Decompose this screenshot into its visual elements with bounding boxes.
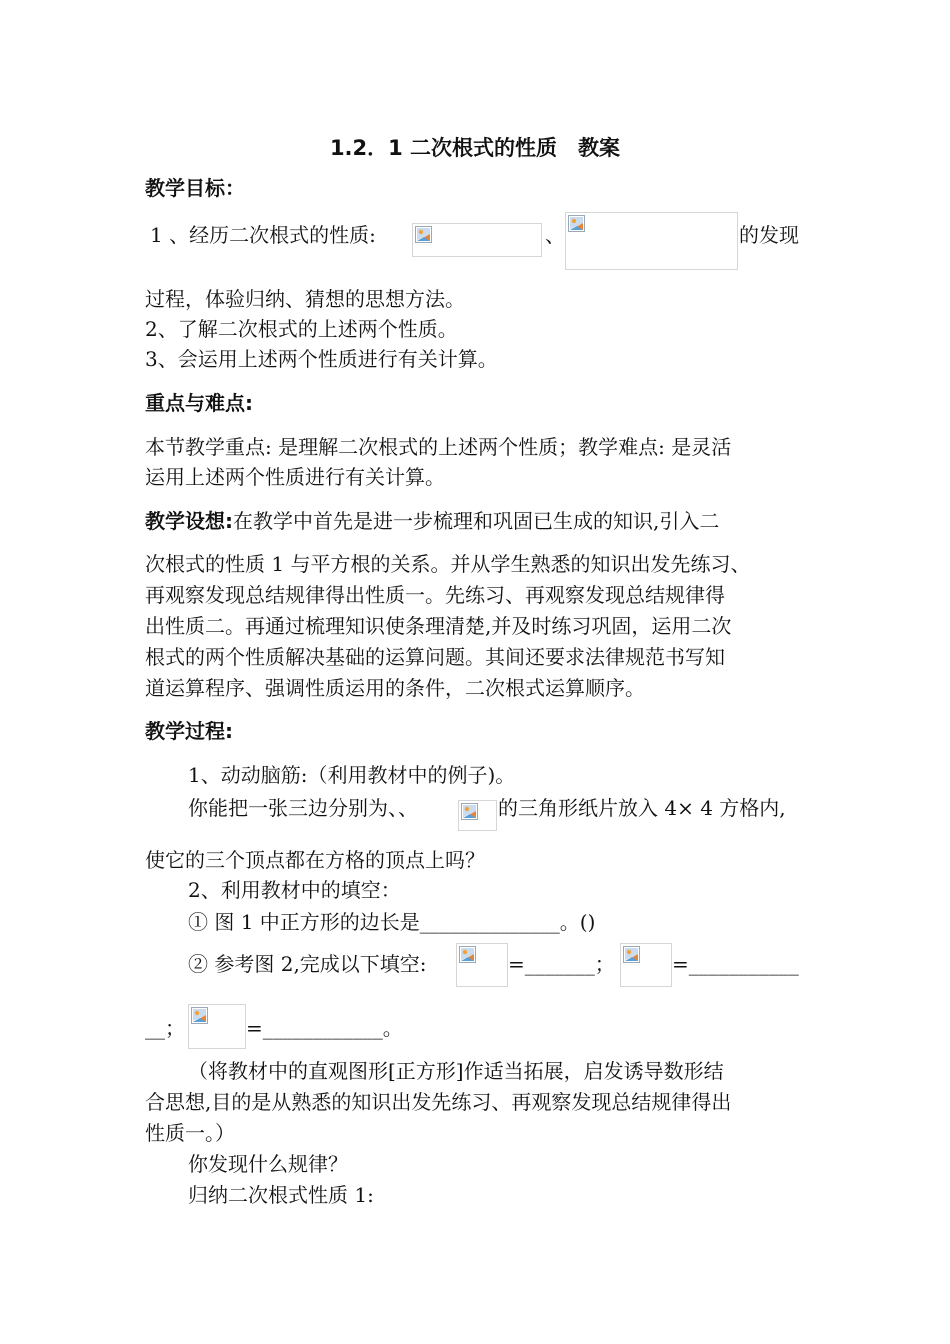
section-heading-process: 教学过程:: [145, 719, 233, 743]
process-question-text: 的三角形纸片放入 4× 4 方格内,: [498, 796, 786, 820]
fill-blank-2-eq: =_______；: [508, 952, 615, 976]
key-line: 本节教学重点: 是理解二次根式的上述两个性质；教学难点: 是灵活: [145, 435, 732, 459]
goal-1-suffix: 的发现: [739, 223, 799, 247]
fill-blank-1: ① 图 1 中正方形的边长是______________。(): [188, 910, 596, 934]
fill-blank-2-text: ② 参考图 2,完成以下填空:: [188, 952, 427, 976]
design-text: 在教学中首先是进一步梳理和巩固已生成的知识,引入二: [233, 509, 720, 533]
fill-blank-2-eq: =___________: [672, 952, 799, 976]
goal-1-text: 1 、经历二次根式的性质:: [150, 223, 376, 247]
formula-image: [458, 800, 497, 831]
goal-3: 3、会运用上述两个性质进行有关计算。: [145, 347, 498, 371]
summary-line: 归纳二次根式性质 1:: [188, 1183, 374, 1207]
fill-blank-3-prefix: __；: [145, 1016, 185, 1040]
formula-image: [565, 212, 738, 270]
formula-image: [456, 943, 508, 987]
design-line: 次根式的性质 1 与平方根的关系。并从学生熟悉的知识出发先练习、: [145, 552, 751, 576]
design-line: 道运算程序、强调性质运用的条件，二次根式运算顺序。: [145, 676, 645, 700]
broken-image-icon: [568, 215, 585, 232]
broken-image-icon: [191, 1007, 208, 1024]
broken-image-icon: [459, 946, 476, 963]
broken-image-icon: [461, 803, 478, 820]
process-question-text: 你能把一张三边分别为、、: [188, 796, 418, 820]
section-heading-design: 教学设想:: [145, 509, 233, 533]
formula-image: [188, 1004, 246, 1049]
formula-image: [412, 223, 542, 257]
note-line: 合思想,目的是从熟悉的知识出发先练习、再观察发现总结规律得出: [145, 1090, 732, 1114]
design-line: 根式的两个性质解决基础的运算问题。其间还要求法律规范书写知: [145, 645, 725, 669]
design-line: 出性质二。再通过梳理知识使条理清楚,并及时练习巩固，运用二次: [145, 614, 732, 638]
broken-image-icon: [623, 946, 640, 963]
process-question-continuation: 使它的三个顶点都在方格的顶点上吗？: [145, 848, 485, 872]
goal-1-separator: 、: [545, 223, 565, 247]
note-line: 性质一。）: [145, 1121, 235, 1145]
formula-image: [620, 943, 672, 987]
goal-2: 2、了解二次根式的上述两个性质。: [145, 317, 458, 341]
key-line: 运用上述两个性质进行有关计算。: [145, 465, 445, 489]
design-line-1: [145, 507, 719, 535]
broken-image-icon: [415, 226, 432, 243]
note-line: （将教材中的直观图形[正方形]作适当拓展，启发诱导数形结: [188, 1059, 724, 1083]
design-line: 再观察发现总结规律得出性质一。先练习、再观察发现总结规律得: [145, 583, 725, 607]
question-line: 你发现什么规律？: [188, 1152, 348, 1176]
fill-blank-3-eq: =____________。: [246, 1016, 403, 1040]
process-step-1: 1、动动脑筋:（利用教材中的例子)。: [188, 763, 516, 787]
process-step-2: 2、利用教材中的填空：: [188, 878, 401, 902]
section-heading-key: 重点与难点:: [145, 391, 253, 415]
page-title: 1.2．1 二次根式的性质 教案: [329, 136, 621, 160]
goal-1-continuation: 过程，体验归纳、猜想的思想方法。: [145, 287, 465, 311]
section-heading-goals: 教学目标：: [145, 176, 245, 200]
